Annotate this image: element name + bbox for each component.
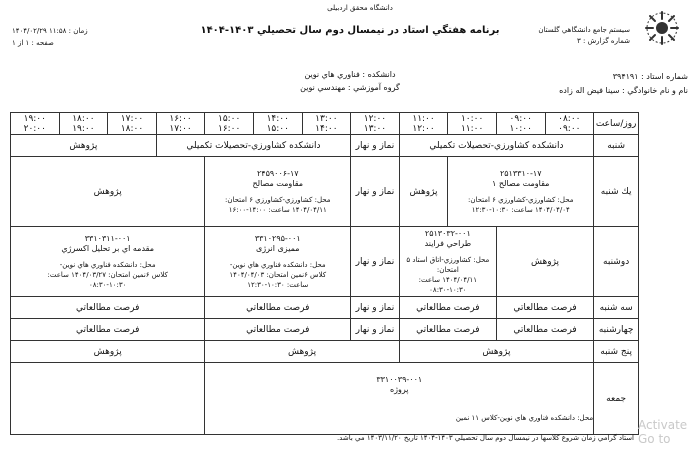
sat-prayer-lunch: نماز و نهار xyxy=(351,135,400,157)
thu-research-1: پژوهش xyxy=(399,341,593,363)
day-row-tuesday xyxy=(11,297,639,319)
faculty-info xyxy=(230,68,470,94)
tue-prayer-lunch: نماز و نهار xyxy=(351,297,400,319)
print-meta xyxy=(12,25,88,49)
mon-research: پژوهش xyxy=(496,227,593,297)
time-slot-08: ۰۸:۰۰ ۰۹:۰۰ xyxy=(545,113,594,135)
sat-research: پژوهش xyxy=(11,135,157,157)
activation-watermark: Activate Go to xyxy=(638,418,688,446)
day-time-header: روز/ساعت xyxy=(594,113,639,135)
wed-sabbatical-3: فرصت مطالعاتي xyxy=(205,319,351,341)
system-name: سيستم جامع دانشگاهي گلستان xyxy=(538,26,630,34)
teacher-name: نام و نام خانوادگي : سينا فيض اله زاده xyxy=(559,86,688,95)
thu-research-2: پژوهش xyxy=(205,341,399,363)
time-slot-17: ۱۷:۰۰ ۱۸:۰۰ xyxy=(108,113,157,135)
fri-class-project: ۳۳۱۰۰۳۹-۰۰۱ پروژه محل: دانشكده فناوري هاي نوين-كلاس ۱۱ نمين xyxy=(205,363,594,435)
wed-prayer-lunch: نماز و نهار xyxy=(351,319,400,341)
day-label-saturday: شنبه xyxy=(594,135,639,157)
university-logo-icon xyxy=(642,10,682,50)
department-name: گروه آموزشي : مهندسي نوين xyxy=(300,83,400,92)
tue-sabbatical-3: فرصت مطالعاتي xyxy=(205,297,351,319)
time-slot-18: ۱۸:۰۰ ۱۹:۰۰ xyxy=(59,113,108,135)
faculty-name: دانشكده : فناوري هاي نوين xyxy=(304,70,396,79)
mon-class-energy-audit: ۳۳۱۰۲۹۵-۰۰۱ ممیزی انرژی محل: دانشكده فناوري هاي نوين- كلاس ۶نمين امتحان: ۱۴۰۴/۰۴/۰۳ ساعت: ۱۰:۳۰-۱۲:۳۰ xyxy=(205,227,351,297)
footer-note: استاد گرامي زمان شروع كلاسها در نيمسال دوم سال تحصيلي ۱۴۰۳-۱۴۰۴ تاريخ ۱۴۰۳/۱۱/۲۰ مي باشد. xyxy=(336,434,634,442)
time-header-row xyxy=(11,113,639,135)
mon-class-process-design: ۲۵۱۳۰۳۲-۰۰۱ طراحي فرايند محل: كشاورزي-اتاق استاد ۵ امتحان: ۱۴۰۴/۰۴/۱۱ ساعت: ۰۸:۳۰-۱۰:۳۰ xyxy=(399,227,496,297)
day-label-thursday: پنج شنبه xyxy=(594,341,639,363)
university-name: دانشگاه محقق اردبیلی xyxy=(327,4,393,12)
time-slot-16: ۱۶:۰۰ ۱۷:۰۰ xyxy=(156,113,205,135)
time-slot-09: ۰۹:۰۰ ۱۰:۰۰ xyxy=(496,113,545,135)
day-label-tuesday: سه شنبه xyxy=(594,297,639,319)
sun-class-strength-of-materials: ۲۴۵۹۰۰۶-۱۷ مقاومت مصالح محل: كشاورزي-كشاورزي ۶ امتحان: ۱۴۰۴/۰۴/۱۱ ساعت: ۱۴:۰۰-۱۶:۰۰ xyxy=(205,157,351,227)
report-title: برنامه هفتگي استاد در نیمسال دوم سال تحصيلي ۱۴۰۳-۱۴۰۴ xyxy=(200,25,500,36)
time-slot-13: ۱۳:۰۰ ۱۴:۰۰ xyxy=(302,113,351,135)
sat-block-graduate-2: دانشكده كشاورزي-تحصيلات تكميلي xyxy=(156,135,350,157)
sun-prayer-lunch: نماز و نهار xyxy=(351,157,400,227)
fri-empty-afternoon xyxy=(11,363,205,435)
system-info xyxy=(538,25,630,47)
mon-class-exergy-analysis: ۳۳۱۰۳۱۱-۰۰۱ مقدمه اي بر تحليل اكسرژي محل: دانشكده فناوري هاي نوين- كلاس ۶نمين امتحان: ۱۴۰۴/۰۳/۲۷ ساعت: ۰۸:۳۰-۱۰:۳۰ xyxy=(11,227,205,297)
time-slot-14: ۱۴:۰۰ ۱۵:۰۰ xyxy=(253,113,302,135)
report-number: شماره گزارش : ۳ xyxy=(577,37,630,45)
report-header xyxy=(0,0,700,108)
tue-sabbatical-2: فرصت مطالعاتي xyxy=(399,297,496,319)
time-slot-12: ۱۲:۰۰ ۱۳:۰۰ xyxy=(351,113,400,135)
tue-sabbatical-1: فرصت مطالعاتي xyxy=(496,297,593,319)
day-label-friday: جمعه xyxy=(594,363,639,435)
day-row-friday xyxy=(11,363,639,435)
time-slot-19: ۱۹:۰۰ ۲۰:۰۰ xyxy=(11,113,60,135)
schedule-table xyxy=(10,112,639,435)
tue-sabbatical-4: فرصت مطالعاتي xyxy=(11,297,205,319)
day-row-monday xyxy=(11,227,639,297)
mon-prayer-lunch: نماز و نهار xyxy=(351,227,400,297)
sun-research-1: پژوهش xyxy=(399,157,448,227)
day-row-saturday xyxy=(11,135,639,157)
day-label-sunday: يك شنبه xyxy=(594,157,639,227)
teacher-number: شماره استاد : ۳۹۴۱۹۱ xyxy=(612,72,688,81)
time-slot-10: ۱۰:۰۰ ۱۱:۰۰ xyxy=(448,113,497,135)
day-row-wednesday xyxy=(11,319,639,341)
day-row-thursday xyxy=(11,341,639,363)
teacher-info xyxy=(559,70,688,98)
thu-research-3: پژوهش xyxy=(11,341,205,363)
sun-research-2: پژوهش xyxy=(11,157,205,227)
day-label-wednesday: چهارشنبه xyxy=(594,319,639,341)
wed-sabbatical-4: فرصت مطالعاتي xyxy=(11,319,205,341)
sun-class-strength-of-materials-1: ۲۵۱۳۳۱۰-۱۷ مقاومت مصالح ۱ محل: كشاورزي-كشاورزي ۶ امتحان: ۱۴۰۴/۰۴/۰۴ ساعت: ۱۰:۳۰-۱۲:۳۰ xyxy=(448,157,594,227)
time-slot-11: ۱۱:۰۰ ۱۲:۰۰ xyxy=(399,113,448,135)
day-row-sunday xyxy=(11,157,639,227)
time-slot-15: ۱۵:۰۰ ۱۶:۰۰ xyxy=(205,113,254,135)
sat-block-graduate-1: دانشكده كشاورزي-تحصيلات تكميلي xyxy=(399,135,593,157)
page-number: صفحه : ۱ از ۱ xyxy=(12,39,54,47)
print-time: زمان : ۱۱:۵۸ ۱۴۰۴/۰۲/۲۹ xyxy=(12,27,88,35)
wed-sabbatical-2: فرصت مطالعاتي xyxy=(399,319,496,341)
wed-sabbatical-1: فرصت مطالعاتي xyxy=(496,319,593,341)
day-label-monday: دوشنبه xyxy=(594,227,639,297)
